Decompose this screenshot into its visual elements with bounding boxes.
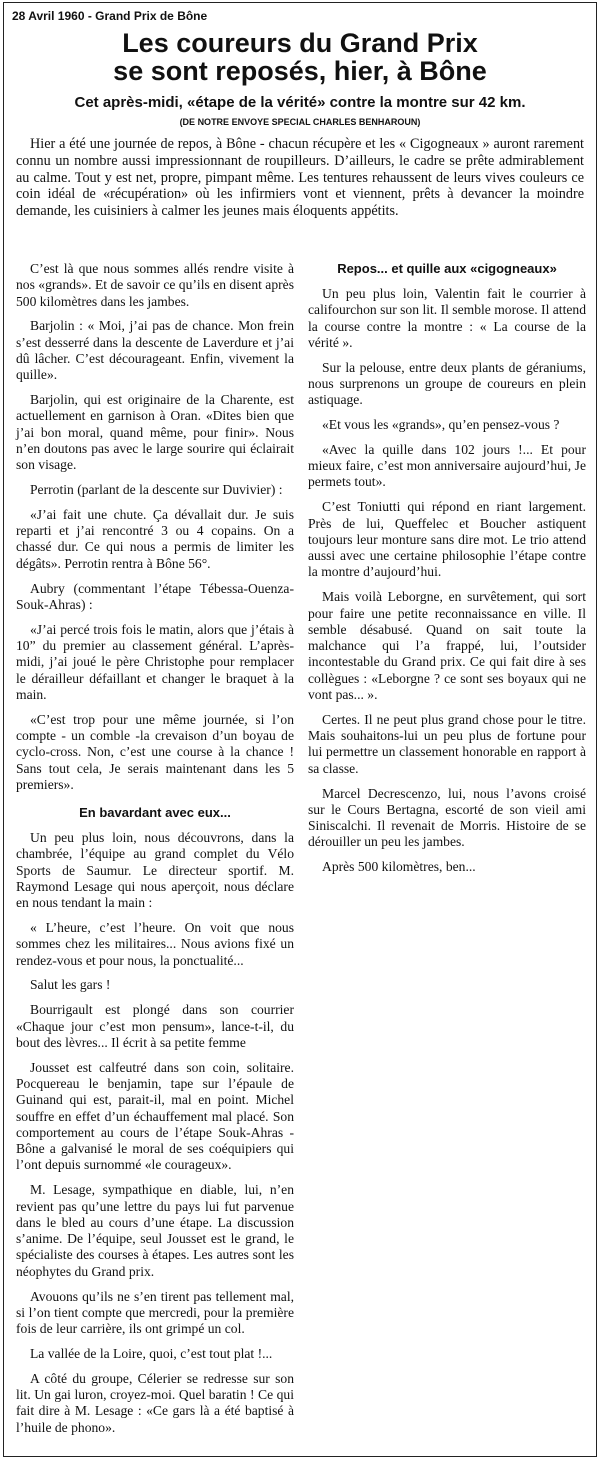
section-heading: Repos... et quille aux «cigogneaux» — [337, 261, 557, 276]
paragraph: Perrotin (parlant de la descente sur Duvivier) : — [30, 482, 283, 498]
paragraph: Avouons qu’ils ne s’en tirent pas tellement mal, si l’on tient compte que mercredi, pour la première fois de leur carrière, ils ont grimpé un col. — [16, 1288, 294, 1337]
paragraph: M. Lesage, sympathique en diable, lui, n’en revient pas qu’une lettre du pays lui fut parvenue dans le bled au cours d’une étape. La discussion s’anime. De l’équipe, seul Jousset est le grand, le spécialiste des courses à étapes. Les autres sont les néophytes du Grand prix. — [16, 1182, 294, 1279]
paragraph: Jousset est calfeutré dans son coin, solitaire. Pocquereau le benjamin, tape sur l’épaule de Guinand qui est, parait-il, mal en point. Michel souffre en effet d’un échauffement mal placé. Son comportement au cours de l’étape Souk-Ahras - Bône a galvanisé le moral de ses coéquipiers qui l’ont depuis surnommé «le courageux». — [16, 1059, 294, 1173]
paragraph: « L’heure, c’est l’heure. On voit que nous sommes chez les militaires... Nous avions fixé un rendez-vous et pour nous, la ponctualité... — [16, 920, 294, 968]
paragraph: «Et vous les «grands», qu’en pensez-vous ? — [322, 417, 560, 433]
paragraph: Après 500 kilomètres, ben... — [322, 859, 476, 875]
paragraph: «J’ai percé trois fois le matin, alors que j’étais à 10” du premier au classement général. L’après-midi, j’ai joué le père Christophe pour remplacer le dérailleur défaillant et changer le braquet à la main. — [16, 621, 294, 702]
byline: (DE NOTRE ENVOYE SPECIAL CHARLES BENHAROUN) — [179, 117, 421, 127]
article-columns — [16, 261, 586, 1452]
paragraph: Bourrigault est plongé dans son courrier «Chaque jour c’est mon pensum», lance-t-il, du bout des lèvres... Il écrit à sa petite femme — [16, 1002, 294, 1050]
paragraph: «J’ai fait une chute. Ça dévallait dur. Je suis reparti et j’ai rencontré 3 ou 4 copains. On a chassé dur. Ce qui nous a permis de limiter les dégâts». Perrotin rentra à Bône 56°. — [16, 506, 294, 571]
paragraph: Salut les gars ! — [30, 977, 111, 993]
intro-paragraph: Hier a été une journée de repos, à Bône - chacun récupère et les « Cigogneaux » auront rarement connu un nombre aussi impressionnant de roupilleurs. D’ailleurs, le cadre se prête admirablement au calme. Tout y est net, propre, pimpant même. Les tentures rehaussent de leurs vives couleurs ce coin idéal de «récupération» où les infirmiers vont et viennent, prêts à devancer la moindre demande, les cuisiniers à calmer les jeunes mais éloquents appétits. — [16, 136, 584, 220]
paragraph: Un peu plus loin, nous découvrons, dans la chambrée, l’équipe au grand complet du Vélo Sports de Saumur. Le directeur sportif. M. Raymond Lesage qui nous aperçoit, nous déclare en nous tendant la main : — [16, 830, 294, 911]
paragraph: A côté du groupe, Célerier se redresse sur son lit. Un gai luron, croyez-moi. Quel baratin ! Ce qui fait dire à M. Lesage : «Ce gars là a été baptisé à l’huile de phono». — [16, 1370, 294, 1435]
paragraph: Un peu plus loin, Valentin fait le courrier à califourchon sur son lit. Il semble morose. Il attend la course contre la montre : « La course de la vérité ». — [308, 286, 586, 350]
paragraph: C’est là que nous sommes allés rendre visite à nos «grands». Et de savoir ce qu’ils en disent après 500 kilomètres dans les jambes. — [16, 261, 294, 309]
paragraph: «Avec la quille dans 102 jours !... Et pour mieux faire, c’est mon anniversaire aujourd’hui, Je permets tout». — [308, 441, 586, 490]
dateline: 28 Avril 1960 - Grand Prix de Bône — [12, 9, 208, 23]
paragraph: Barjolin, qui est originaire de la Charente, est actuellement en garnison à Oran. «Dites bien que j’ai bon moral, quand même, pour finir». Nous n’en doutons pas avec le large sourire qui éclairait son visage. — [16, 392, 294, 473]
headline-line-2: se sont reposés, hier, à Bône — [113, 56, 487, 86]
headline — [4, 29, 596, 85]
paragraph: «C’est trop pour une même journée, si l’on compte - un comble -la crevaison d’un boyau de cyclo-cross. Non, c’est une course à la chance ! Sans tout cela, Je serais maintenant dans les 5 premiers». — [16, 711, 294, 792]
paragraph: Aubry (commentant l’étape Tébessa-Ouenza-Souk-Ahras) : — [16, 580, 294, 612]
paragraph: Certes. Il ne peut plus grand chose pour le titre. Mais souhaitons-lui un peu plus de fortune pour lui permettre un classement honorable en rapport à sa classe. — [308, 711, 586, 776]
paragraph: Sur la pelouse, entre deux plants de géraniums, nous surprenons un groupe de coureurs en plein astiquage. — [308, 359, 586, 408]
section-heading: En bavardant avec eux... — [79, 805, 231, 821]
headline-line-1: Les coureurs du Grand Prix — [122, 28, 478, 58]
paragraph: Barjolin : « Moi, j’ai pas de chance. Mon frein s’est desserré dans la descente de Laverdure et j’ai dû lâcher. C’est décourageant. Enfin, vivement la quille». — [16, 318, 294, 383]
paragraph: La vallée de la Loire, quoi, c’est tout plat !... — [30, 1345, 273, 1361]
paragraph: C’est Toniutti qui répond en riant largement. Près de lui, Queffelec et Boucher astiquent toujours leur monture sans dire mot. Le trio attend aussi avec une certaine philosophie l’étape contre la montre d’aujourd’hui. — [308, 499, 586, 580]
newspaper-clipping — [3, 2, 597, 1457]
subheadline: Cet après-midi, «étape de la vérité» contre la montre sur 42 km. — [74, 94, 526, 111]
paragraph: Marcel Decrescenzo, lui, nous l’avons croisé sur le Cours Bertagna, escorté de son vieil ami Siniscalchi. Il revenait de Morris. Histoire de se dérouiller un peu les jambes. — [308, 785, 586, 850]
paragraph: Mais voilà Leborgne, en survêtement, qui sort pour faire une petite reconnaissance en ville. Il semble désabusé. Quand on sait toute la malchance qui l’a frappé, lui, l’outsider incontestable du Grand prix. Ce qui fait dire à ses collègues : «Leborgne ? ce sont ses boyaux qui ne vont pas... ». — [308, 589, 586, 703]
